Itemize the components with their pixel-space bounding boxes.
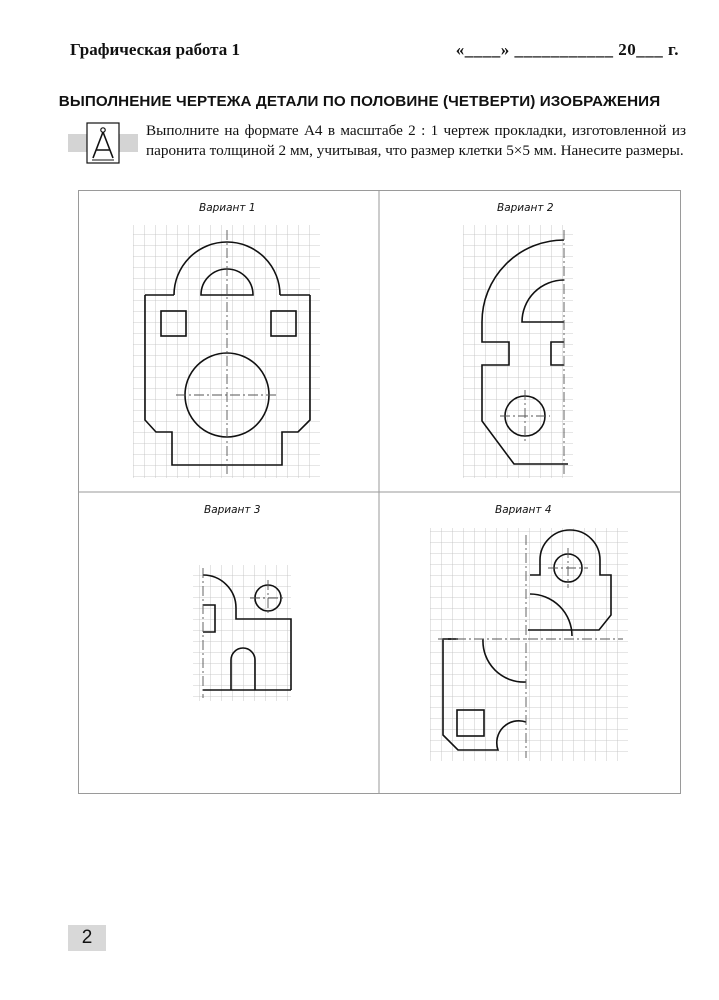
variant-1-drawing [133, 225, 320, 478]
page-number: 2 [68, 925, 106, 951]
variant-4-drawing [430, 528, 628, 761]
compass-drawing-icon [86, 122, 120, 164]
variant-2-drawing [463, 225, 573, 478]
variant-4-label: Вариант 4 [495, 504, 552, 516]
drawing-sheet [78, 190, 681, 794]
variant-1-label: Вариант 1 [199, 202, 256, 214]
date-line: «____» ___________ 20___ г. [455, 40, 679, 59]
task-text: Выполните на формате А4 в масштабе 2 : 1 чертеж прокладки, изготовленной из паронита толщиной 2 мм, учитывая, что размер клетки 5×5 мм. Нанесите размеры. [146, 122, 686, 159]
variant-3-label: Вариант 3 [204, 504, 261, 516]
variant-3-drawing [193, 565, 291, 701]
variant-2-label: Вариант 2 [497, 202, 554, 214]
page-title: ВЫПОЛНЕНИЕ ЧЕРТЕЖА ДЕТАЛИ ПО ПОЛОВИНЕ (ЧЕТВЕРТИ) ИЗОБРАЖЕНИЯ [58, 93, 661, 110]
work-title: Графическая работа 1 [70, 40, 240, 59]
